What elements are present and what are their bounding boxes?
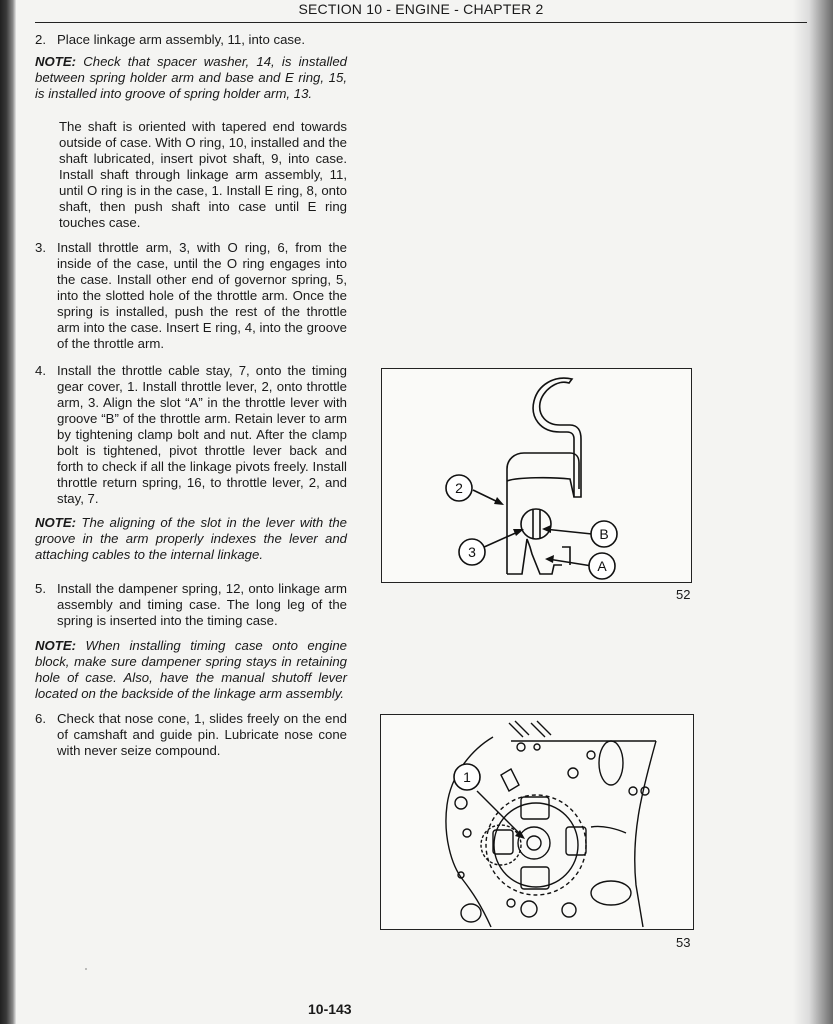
- step-number: 2.: [35, 32, 46, 47]
- page-number: 10-143: [308, 1001, 352, 1017]
- callout-A: A: [597, 558, 607, 574]
- scan-speck: [85, 968, 87, 970]
- step-text: Check that nose cone, 1, slides freely on the end of camshaft and guide pin. Lubricate nose cone with never seize compound.: [57, 711, 347, 758]
- step-number: 6.: [35, 711, 46, 726]
- book-binding-shadow: [0, 0, 16, 1024]
- note-slot-alignment: [35, 515, 347, 563]
- callout-2: 2: [455, 480, 463, 496]
- callout-B: B: [599, 526, 609, 542]
- step-4: [35, 363, 347, 507]
- note-text: When installing timing case onto engine block, make sure dampener spring stays in retaining hole of case. Also, have the manual shutoff lever located on the backside of the linkage arm assembly.: [35, 638, 347, 701]
- note-label: NOTE:: [35, 515, 77, 530]
- step-text: Install the throttle cable stay, 7, onto the timing gear cover, 1. Install throttle lever, 2, onto throttle arm, 3. Align the slot “A” in the throttle lever with groove “B” of the throttle arm. Retain lever to arm by tightening clamp bolt and nut. After the clamp bolt is tightened, pivot throttle lever back and forth to check if all the linkage pivots freely. Install throttle return spring, 16, to throttle lever, 2, and stay, 7.: [57, 363, 347, 506]
- note-text: The aligning of the slot in the lever with the groove in the arm properly indexes the lever and attaching cables to the internal linkage.: [35, 515, 347, 562]
- note-label: NOTE:: [35, 54, 77, 69]
- paragraph-text: The shaft is oriented with tapered end towards outside of case. With O ring, 10, installed and the shaft lubricated, insert pivot shaft, 9, into case. Install shaft through linkage arm assembly, 11, until O ring is in the case, 1. Install E ring, 8, onto shaft, then push shaft into case until E ring touches case.: [59, 119, 347, 230]
- note-label: NOTE:: [35, 638, 77, 653]
- step-text: Install the dampener spring, 12, onto linkage arm assembly and timing case. The long leg of the spring is inserted into the timing case.: [57, 581, 347, 628]
- step-3: [35, 240, 347, 352]
- figure-53-nose-cone: [380, 714, 694, 930]
- timing-case-illustration: [381, 715, 693, 929]
- note-spacer-washer: [35, 54, 347, 102]
- callout-3: 3: [468, 544, 476, 560]
- note-dampener-spring: [35, 638, 347, 702]
- step-number: 4.: [35, 363, 46, 378]
- text-column: [35, 32, 347, 759]
- pivot-shaft-paragraph: [35, 119, 347, 231]
- section-title: SECTION 10 - ENGINE - CHAPTER 2: [298, 1, 544, 17]
- step-6: [35, 711, 347, 759]
- figure-52-number: 52: [676, 587, 691, 602]
- note-text: Check that spacer washer, 14, is installed between spring holder arm and base and E ring, 15, is installed into groove of spring holder arm, 13.: [35, 54, 347, 101]
- step-number: 5.: [35, 581, 46, 596]
- figure-53-number: 53: [676, 935, 691, 950]
- page-edge-shadow: [793, 0, 833, 1024]
- figure-52-throttle-lever: [381, 368, 692, 583]
- step-text: Install throttle arm, 3, with O ring, 6, from the inside of the case, until the O ring engages into the case. Install other end of governor spring, 5, into the slotted hole of the throttle arm. Once the spring is installed, push the rest of the throttle arm into the case. Insert E ring, 4, into the groove of the throttle arm.: [57, 240, 347, 351]
- step-number: 3.: [35, 240, 46, 255]
- step-text: Place linkage arm assembly, 11, into case.: [57, 32, 305, 47]
- step-2: [35, 32, 347, 48]
- throttle-lever-illustration: [382, 369, 691, 582]
- step-5: [35, 581, 347, 629]
- callout-1: 1: [463, 769, 471, 785]
- page-header: [35, 0, 807, 23]
